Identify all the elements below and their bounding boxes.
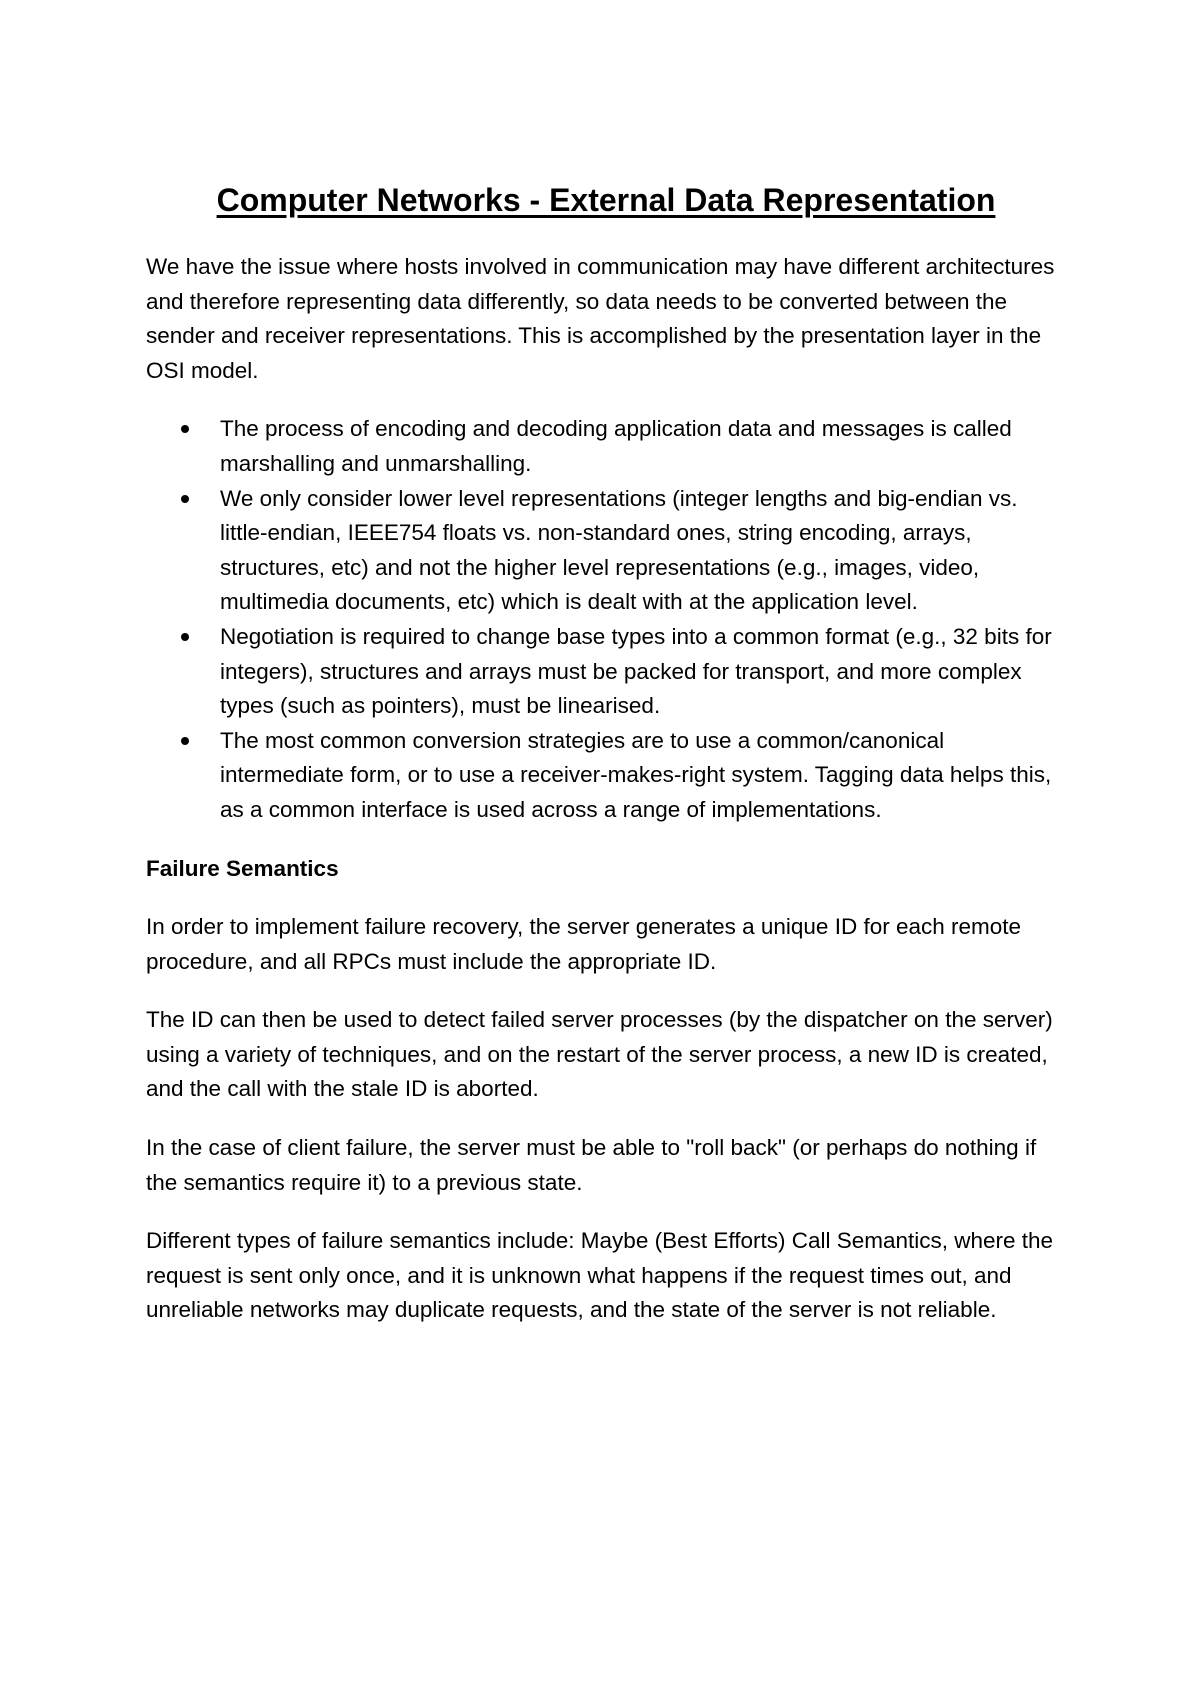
bullet-list: [146, 412, 1066, 827]
bullet-text: The most common conversion strategies are to use a common/canonical intermediate form, or to use a receiver-makes-right system. Tagging data helps this, as a common interface is used across a range of implementations.: [220, 727, 1052, 822]
bullet-text: We only consider lower level representations (integer lengths and big-endian vs. little-endian, IEEE754 floats vs. non-standard ones, string encoding, arrays, structures, etc) and not the higher level representations (e.g., images, video, multimedia documents, etc) which is dealt with at the application level.: [220, 485, 1018, 615]
bullet-item: [146, 482, 1066, 620]
bullet-text: The process of encoding and decoding application data and messages is called marshalling and unmarshalling.: [220, 416, 1012, 476]
section-paragraph: In the case of client failure, the server must be able to "roll back" (or perhaps do nothing if the semantics require it) to a previous state.: [146, 1135, 1037, 1195]
section-paragraph: In order to implement failure recovery, the server generates a unique ID for each remote procedure, and all RPCs must include the appropriate ID.: [146, 914, 1022, 974]
intro-paragraph: We have the issue where hosts involved in communication may have different architectures and therefore representing data differently, so data needs to be converted between the sender and receiver representations. This is accomplished by the presentation layer in the OSI model.: [146, 254, 1055, 383]
bullet-item: [146, 724, 1066, 828]
bullet-dot-icon: [181, 737, 189, 745]
bullet-dot-icon: [181, 495, 189, 503]
bullet-item: [146, 412, 1066, 481]
section-paragraph: Different types of failure semantics include: Maybe (Best Efforts) Call Semantics, where the request is sent only once, and it is unknown what happens if the request times out, and unreliable networks may duplicate requests, and the state of the server is not reliable.: [146, 1228, 1054, 1323]
bullet-text: Negotiation is required to change base types into a common format (e.g., 32 bits for integers), structures and arrays must be packed for transport, and more complex types (such as pointers), must be linearised.: [220, 623, 1052, 719]
bullet-dot-icon: [181, 425, 189, 433]
section-heading: Failure Semantics: [146, 855, 339, 881]
bullet-dot-icon: [181, 633, 189, 641]
document-content: [146, 176, 1066, 1352]
section-paragraph: The ID can then be used to detect failed server processes (by the dispatcher on the server) using a variety of techniques, and on the restart of the server process, a new ID is created, and the call with the stale ID is aborted.: [146, 1007, 1053, 1102]
bullet-item: [146, 620, 1066, 724]
document-title: Computer Networks - External Data Representation: [216, 182, 996, 218]
